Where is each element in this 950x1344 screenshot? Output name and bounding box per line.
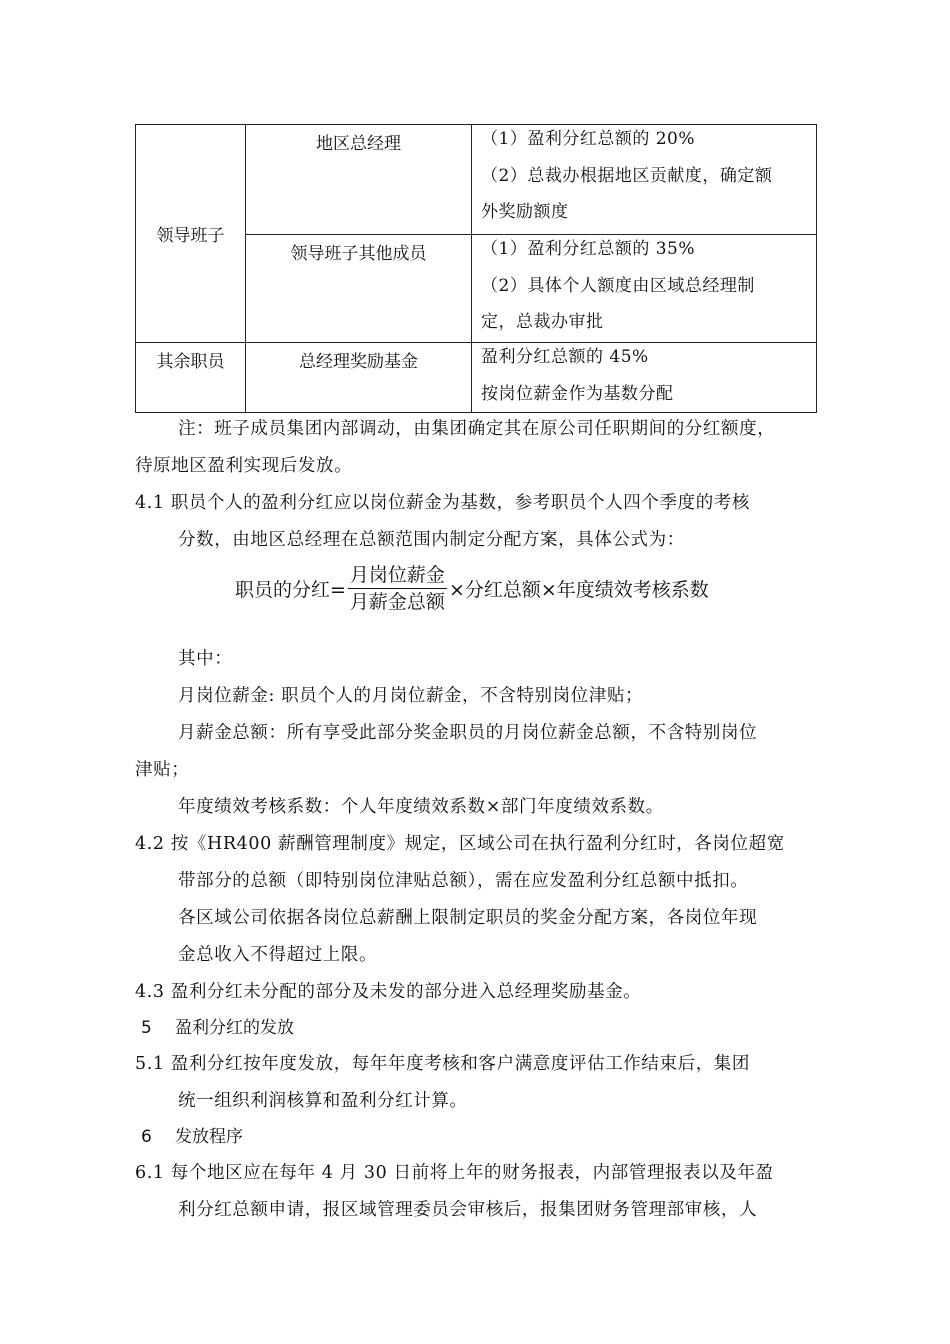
clause-6-1: 6.1 每个地区应在每年 4 月 30 日前将上年的财务报表，内部管理报表以及年盈 (135, 1163, 774, 1183)
section-heading-5 (141, 1016, 294, 1040)
allocation-line: 按岗位薪金作为基数分配 (481, 383, 674, 404)
clause-5-1-continued: 统一组织利润核算和盈利分红计算。 (178, 1091, 468, 1111)
allocation-cell (472, 235, 817, 343)
clause-4-1-continued: 分数，由地区总经理在总额范围内制定分配方案，具体公式为： (178, 530, 685, 550)
clause-4-2-continued: 金总收入不得超过上限。 (178, 945, 378, 965)
role-label: 总经理奖励基金 (299, 352, 418, 372)
allocation-line: 盈利分红总额的 45% (481, 347, 649, 367)
section-title: 发放程序 (175, 1127, 243, 1147)
definition-item-continued: 津贴； (135, 760, 190, 780)
formula-fraction (348, 563, 447, 614)
formula-rhs: ×分红总额×年度绩效考核系数 (448, 578, 709, 601)
allocation-cell (472, 343, 817, 413)
role-label: 领导班子其他成员 (290, 244, 427, 264)
clause-4-2-continued: 带部分的总额（即特别岗位津贴总额），需在应发盈利分红总额中抵扣。 (178, 871, 749, 891)
definition-item: 年度绩效考核系数：个人年度绩效系数×部门年度绩效系数。 (178, 797, 664, 817)
clause-5-1: 5.1 盈利分红按年度发放，每年年度考核和客户满意度评估工作结束后，集团 (135, 1054, 750, 1074)
section-title: 盈利分红的发放 (175, 1018, 294, 1038)
clause-6-1-continued: 利分红总额申请，报区域管理委员会审核后，报集团财务管理部审核，人 (178, 1200, 758, 1220)
role-cell (246, 235, 472, 343)
bonus-formula (235, 560, 709, 616)
definition-item: 月岗位薪金: 职员个人的月岗位薪金，不含特别岗位津贴； (178, 686, 644, 706)
group-cell (136, 125, 246, 343)
table-row (136, 343, 817, 413)
allocation-cell (472, 125, 817, 235)
allocation-line: （2）总裁办根据地区贡献度，确定额 (481, 165, 773, 186)
allocation-line: （1）盈利分红总额的 35% (481, 239, 696, 259)
allocation-line: （2）具体个人额度由区域总经理制 (481, 275, 755, 296)
clause-4-3: 4.3 盈利分红未分配的部分及未发的部分进入总经理奖励基金。 (135, 982, 642, 1002)
section-heading-6 (141, 1125, 243, 1149)
allocation-line: 外奖励额度 (481, 202, 569, 222)
clause-4-2: 4.2 按《HR400 薪酬管理制度》规定，区域公司在执行盈利分红时，各岗位超宽 (135, 834, 785, 854)
section-number: 6 (141, 1127, 152, 1147)
definition-item: 月薪金总额：所有享受此部分奖金职员的月岗位薪金总额，不含特别岗位 (178, 723, 758, 743)
table-row (136, 125, 817, 235)
role-cell (246, 343, 472, 413)
clause-4-1: 4.1 职员个人的盈利分红应以岗位薪金为基数，参考职员个人四个季度的考核 (135, 493, 750, 513)
note-text: 待原地区盈利实现后发放。 (135, 456, 353, 476)
allocation-line: 定，总裁办审批 (481, 312, 604, 332)
formula-denominator: 月薪金总额 (349, 590, 445, 613)
group-cell (136, 343, 246, 413)
clause-4-2-continued: 各区域公司依据各岗位总薪酬上限制定职员的奖金分配方案，各岗位年现 (178, 908, 758, 928)
group-label: 其余职员 (156, 352, 225, 372)
section-number: 5 (141, 1018, 152, 1038)
note-text: 注：班子成员集团内部调动，由集团确定其在原公司任职期间的分红额度， (178, 419, 776, 439)
definitions-intro: 其中： (178, 649, 233, 669)
allocation-table (135, 124, 817, 413)
formula-numerator: 月岗位薪金 (348, 563, 447, 589)
allocation-line: （1）盈利分红总额的 20% (481, 129, 696, 149)
group-label: 领导班子 (156, 226, 225, 246)
formula-lhs: 职员的分红= (235, 578, 346, 601)
role-label: 地区总经理 (316, 134, 401, 154)
role-cell (246, 125, 472, 235)
